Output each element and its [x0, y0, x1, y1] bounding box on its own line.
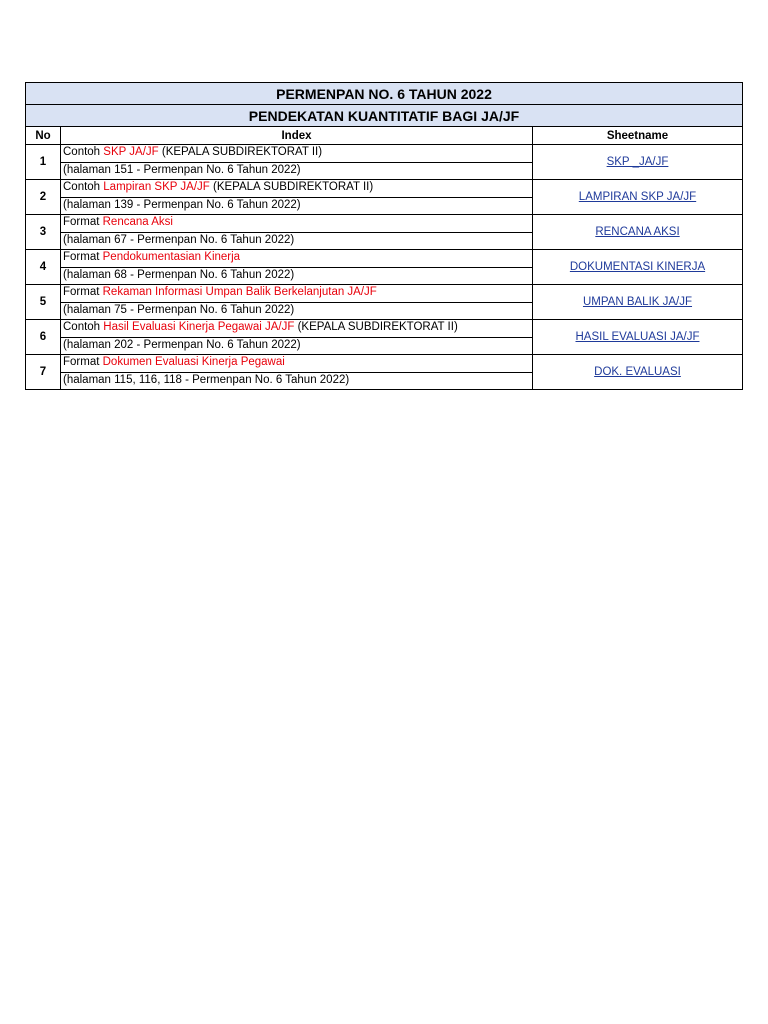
index-title	[61, 215, 533, 233]
table-title: PERMENPAN NO. 6 TAHUN 2022	[26, 83, 743, 105]
index-title	[61, 355, 533, 373]
header-no: No	[26, 127, 61, 145]
row-number: 1	[26, 145, 61, 180]
index-prefix: Format	[63, 286, 103, 298]
index-highlight: SKP JA/JF	[103, 146, 159, 158]
index-prefix: Format	[63, 251, 103, 263]
index-sheet	[25, 82, 742, 390]
index-reference: (halaman 151 - Permenpan No. 6 Tahun 2022)	[61, 162, 533, 180]
index-prefix: Format	[63, 216, 103, 228]
index-reference: (halaman 67 - Permenpan No. 6 Tahun 2022)	[61, 232, 533, 250]
index-reference: (halaman 115, 116, 118 - Permenpan No. 6 Tahun 2022)	[61, 372, 533, 390]
header-index: Index	[61, 127, 533, 145]
index-highlight: Lampiran SKP JA/JF	[103, 181, 210, 193]
index-highlight: Dokumen Evaluasi Kinerja Pegawai	[102, 356, 285, 368]
row-number: 3	[26, 215, 61, 250]
table-subtitle: PENDEKATAN KUANTITATIF BAGI JA/JF	[26, 105, 743, 127]
table-row	[26, 320, 743, 338]
index-title	[61, 320, 533, 338]
sheetname-cell	[533, 320, 743, 355]
index-title	[61, 285, 533, 303]
index-prefix: Contoh	[63, 321, 104, 333]
index-suffix: (KEPALA SUBDIREKTORAT II)	[209, 181, 374, 193]
table-row	[26, 285, 743, 303]
row-number: 7	[26, 355, 61, 390]
index-reference: (halaman 68 - Permenpan No. 6 Tahun 2022)	[61, 267, 533, 285]
index-highlight: Pendokumentasian Kinerja	[102, 251, 241, 263]
sheet-link[interactable]: SKP _JA/JF	[606, 155, 669, 168]
index-prefix: Format	[63, 356, 103, 368]
sheet-link[interactable]: DOKUMENTASI KINERJA	[569, 260, 706, 273]
sheetname-cell	[533, 145, 743, 180]
index-title	[61, 180, 533, 198]
sheetname-cell	[533, 180, 743, 215]
index-reference: (halaman 139 - Permenpan No. 6 Tahun 2022)	[61, 197, 533, 215]
sheet-link[interactable]: RENCANA AKSI	[595, 225, 680, 238]
index-highlight: Hasil Evaluasi Kinerja Pegawai JA/JF	[103, 321, 295, 333]
index-table	[25, 82, 743, 390]
sheetname-cell	[533, 250, 743, 285]
row-number: 4	[26, 250, 61, 285]
sheetname-cell	[533, 355, 743, 390]
sheetname-cell	[533, 215, 743, 250]
sheetname-cell	[533, 285, 743, 320]
index-suffix: (KEPALA SUBDIREKTORAT II)	[158, 146, 323, 158]
table-row	[26, 250, 743, 268]
sheet-link[interactable]: UMPAN BALIK JA/JF	[582, 295, 693, 308]
row-number: 2	[26, 180, 61, 215]
table-row	[26, 145, 743, 163]
index-title	[61, 145, 533, 163]
index-suffix: (KEPALA SUBDIREKTORAT II)	[294, 321, 458, 333]
header-sheetname: Sheetname	[533, 127, 743, 145]
index-title	[61, 250, 533, 268]
index-prefix: Contoh	[63, 181, 104, 193]
row-number: 5	[26, 285, 61, 320]
sheet-link[interactable]: HASIL EVALUASI JA/JF	[575, 330, 700, 343]
row-number: 6	[26, 320, 61, 355]
sheet-link[interactable]: LAMPIRAN SKP JA/JF	[578, 190, 697, 203]
index-highlight: Rekaman Informasi Umpan Balik Berkelanjutan JA/JF	[102, 286, 377, 298]
index-highlight: Rencana Aksi	[102, 216, 173, 228]
index-prefix: Contoh	[63, 146, 104, 158]
sheet-link[interactable]: DOK. EVALUASI	[594, 365, 681, 378]
index-reference: (halaman 202 - Permenpan No. 6 Tahun 2022)	[61, 337, 533, 355]
table-row	[26, 215, 743, 233]
table-row	[26, 355, 743, 373]
index-reference: (halaman 75 - Permenpan No. 6 Tahun 2022)	[61, 302, 533, 320]
table-row	[26, 180, 743, 198]
